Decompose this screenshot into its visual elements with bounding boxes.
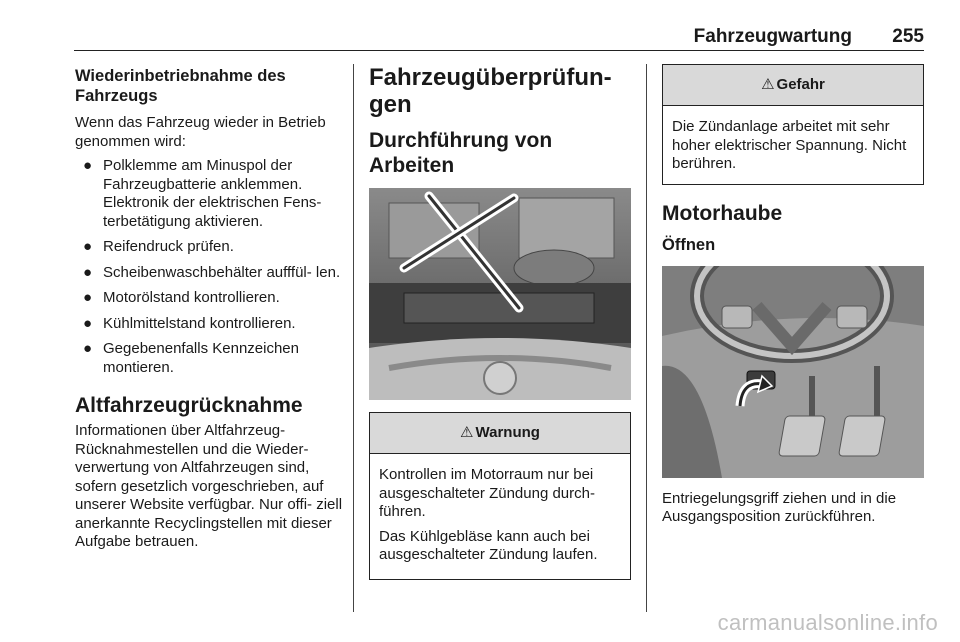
section-title-bonnet: Motorhaube xyxy=(662,201,783,225)
warning-text: Kontrollen im Motorraum nur bei ausgeschalteter Zündung durch- führen. xyxy=(379,466,595,520)
warning-text: Das Kühlgebläse kann auch bei ausgeschalteter Zündung laufen. xyxy=(379,527,598,563)
engine-bay-image xyxy=(369,188,631,400)
bullet-icon: ● xyxy=(83,340,93,357)
end-of-life-text: Informationen über Altfahrzeug- Rücknahmestellen und die Wieder- verwertung von Altfahrzeugen sind, sofern gesetzlich vorgeschrieben, auf unserer Website verfügbar. Nur offi- ziell anerkannte Recyclingstellen mit dieser Aufgabe betrauen. xyxy=(75,422,343,550)
bullet-icon: ● xyxy=(83,157,93,174)
warning-box xyxy=(369,412,631,580)
header-rule xyxy=(74,50,924,51)
column-divider xyxy=(353,64,354,612)
warning-label: Warnung xyxy=(475,424,540,441)
column-divider xyxy=(646,64,647,612)
list-item: ● Scheibenwaschbehälter aufffül- len. xyxy=(83,263,341,281)
list-item: ● Gegebenenfalls Kennzeichen montieren. xyxy=(83,340,299,376)
page-number: 255 xyxy=(892,26,924,47)
column-right xyxy=(662,64,924,527)
list-item: ● Motorölstand kontrollieren. xyxy=(83,289,280,306)
section-title-end-of-life: Altfahrzeugrücknahme xyxy=(75,394,303,417)
danger-box xyxy=(662,64,924,185)
danger-label: Gefahr xyxy=(776,76,825,93)
danger-icon: ⚠ xyxy=(761,76,775,93)
column-left xyxy=(75,64,345,552)
danger-text: Die Zündanlage arbeitet mit sehr hoher elektrischer Spannung. Nicht berühren. xyxy=(672,118,907,172)
bullet-icon: ● xyxy=(83,314,93,332)
bonnet-release-image xyxy=(662,266,924,478)
running-title: Fahrzeugwartung xyxy=(693,26,852,47)
danger-header xyxy=(663,65,923,106)
danger-body xyxy=(663,106,923,184)
column-middle xyxy=(369,64,631,580)
section-title-work: Durchführung von Arbeiten xyxy=(369,129,553,177)
chapter-title: Fahrzeugüberprüfun- gen xyxy=(369,64,612,118)
bullet-icon: ● xyxy=(83,289,93,306)
subsection-title-open: Öffnen xyxy=(662,235,716,254)
list-item: ● Kühlmittelstand kontrollieren. xyxy=(83,314,296,332)
recommissioning-intro: Wenn das Fahrzeug wieder in Betrieb genommen wird: xyxy=(75,114,326,150)
watermark-text: carmanualsonline.info xyxy=(717,610,938,635)
page-header xyxy=(74,22,924,48)
bonnet-caption: Entriegelungsgriff ziehen und in die Ausgangsposition zurückführen. xyxy=(662,489,897,525)
section-title-recommissioning: Wiederinbetriebnahme des Fahrzeugs xyxy=(75,67,286,105)
bullet-icon: ● xyxy=(83,263,93,281)
warning-body xyxy=(370,454,630,579)
warning-header xyxy=(370,413,630,454)
recommissioning-list xyxy=(75,157,345,377)
engine-bay-illustration xyxy=(369,188,631,400)
bonnet-release-illustration xyxy=(662,266,924,478)
warning-icon: ⚠ xyxy=(460,424,474,441)
list-item: ● Polklemme am Minuspol der Fahrzeugbatterie anklemmen. Elektronik der elektrischen Fens- terbetätigung aktivieren. xyxy=(83,157,322,230)
list-item: ● Reifendruck prüfen. xyxy=(83,238,234,255)
bullet-icon: ● xyxy=(83,238,93,255)
